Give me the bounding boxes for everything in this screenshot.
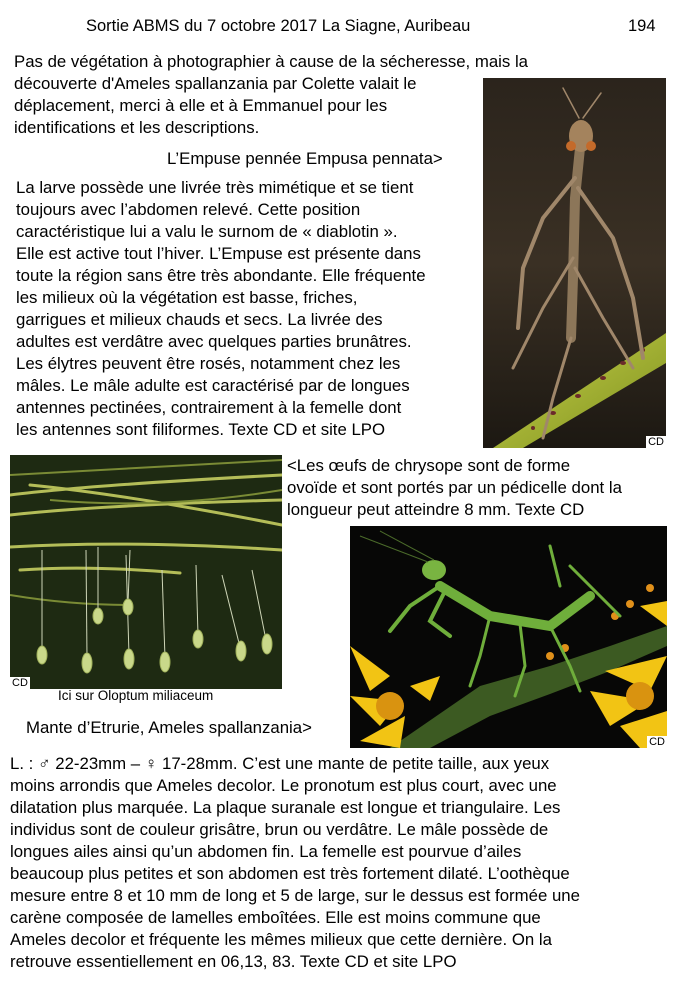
- empusa-line: toute la région sans être très abondante. Elle fréquente: [16, 266, 426, 285]
- empusa-caption: L’Empuse pennée Empusa pennata>: [167, 149, 443, 168]
- ameles-line: carène composée de lamelles emboîtées. Elle est moins commune que: [10, 908, 541, 927]
- empusa-line: caractéristique lui a valu le surnom de « diablotin ».: [16, 222, 398, 241]
- empusa-line: adultes est verdâtre avec quelques parties brunâtres.: [16, 332, 412, 351]
- chrysope-photo-caption: Ici sur Oloptum miliaceum: [58, 688, 214, 703]
- chrysope-line: longueur peut atteindre 8 mm. Texte CD: [287, 500, 585, 519]
- ameles-photo-credit: CD: [649, 736, 665, 748]
- empusa-line: les antennes sont filiformes. Texte CD et site LPO: [16, 420, 386, 439]
- empusa-line: La larve possède une livrée très mimétique et se tient: [16, 178, 414, 197]
- empusa-line: toujours avec l’abdomen relevé. Cette position: [16, 200, 361, 219]
- empusa-line: antennes pectinées, contrairement à la femelle dont: [16, 398, 402, 417]
- empusa-line: les milieux où la végétation est basse, friches,: [16, 288, 358, 307]
- empusa-line: mâles. Le mâle adulte est caractérisé par de longues: [16, 376, 410, 395]
- intro-line: Pas de végétation à photographier à cause de la sécheresse, mais la: [14, 52, 529, 71]
- ameles-photo: [350, 526, 667, 748]
- ameles-line: moins arrondis que Ameles decolor. Le pronotum est plus court, avec une: [10, 776, 557, 795]
- ameles-line: longues ailes ainsi qu’un abdomen fin. La femelle est pourvue d’ailes: [10, 842, 522, 861]
- page-number: 194: [628, 17, 656, 35]
- empusa-line: Elle est active tout l’hiver. L’Empuse est présente dans: [16, 244, 421, 263]
- chrysope-photo-credit: CD: [12, 677, 28, 689]
- intro-line: déplacement, merci à elle et à Emmanuel pour les: [14, 96, 388, 115]
- chrysope-line: <Les œufs de chrysope sont de forme: [287, 456, 571, 475]
- intro-line: découverte d'Ameles spallanzania par Colette valait le: [14, 74, 417, 93]
- ameles-line: mesure entre 8 et 10 mm de long et 5 de large, sur le dessus est formée une: [10, 886, 580, 905]
- ameles-line: individus sont de couleur grisâtre, brun ou verdâtre. Le mâle possède de: [10, 820, 549, 839]
- ameles-line: beaucoup plus petites et son abdomen est très fortement dilaté. L’oothèque: [10, 864, 570, 883]
- empusa-line: garrigues et milieux chauds et secs. La livrée des: [16, 310, 383, 329]
- ameles-line: dilatation plus marquée. La plaque suranale est longue et triangulaire. Les: [10, 798, 561, 817]
- ameles-line: L. : ♂ 22-23mm – ♀ 17-28mm. C’est une mante de petite taille, aux yeux: [10, 754, 550, 773]
- ameles-description: [10, 753, 670, 973]
- chrysope-description: [287, 455, 672, 521]
- chrysope-line: ovoïde et sont portés par un pédicelle dont la: [287, 478, 622, 497]
- empusa-photo: [483, 78, 666, 448]
- chrysope-eggs-photo: [10, 455, 282, 689]
- ameles-caption: Mante d’Etrurie, Ameles spallanzania>: [26, 718, 312, 737]
- ameles-line: Ameles decolor et fréquente les mêmes milieux que cette dernière. On la: [10, 930, 552, 949]
- empusa-description: [16, 177, 486, 441]
- ameles-line: retrouve essentiellement en 06,13, 83. Texte CD et site LPO: [10, 952, 457, 971]
- intro-line: identifications et les descriptions.: [14, 118, 260, 137]
- empusa-photo-credit: CD: [648, 436, 664, 448]
- empusa-line: Les élytres peuvent être rosés, notamment chez les: [16, 354, 401, 373]
- page-title: Sortie ABMS du 7 octobre 2017 La Siagne, Auribeau: [86, 17, 471, 35]
